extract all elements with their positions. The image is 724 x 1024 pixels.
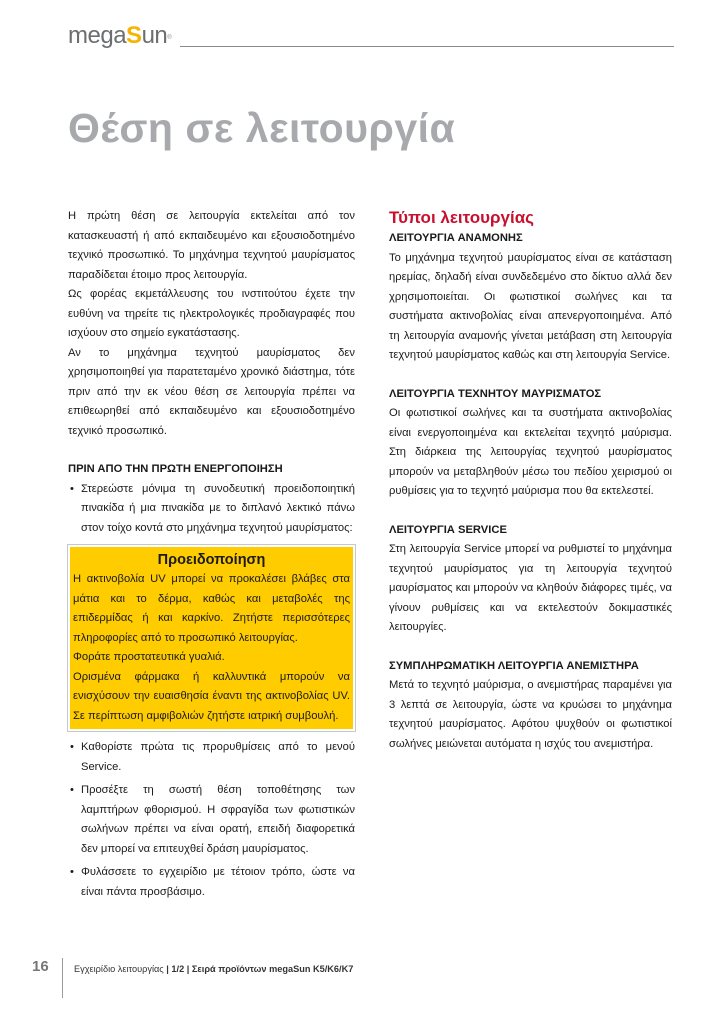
header-divider	[180, 46, 674, 47]
intro-paragraph: Αν το μηχάνημα τεχνητού μαυρίσματος δεν χρησιμοποιηθεί για παρατεταμένο χρονικό διάστημα, τότε πριν από την εκ νέου θέση σε λειτουργία πρέπει να επιθεωρηθεί από εκπαιδευμένο και εξουσιοδοτημένο τεχνικό προσωπικό.	[68, 346, 355, 437]
tanning-text: Οι φωτιστικοί σωλήνες και τα συστήματα ακτινοβολίας είναι ενεργοποιημένα και εκτελείται τεχνητό μαύρισμα. Στη διάρκεια της λειτουργίας τεχνητού μαυρίσματος μπορούν να μεταβληθούν μέσω του πεδίου χειρισμού οι ρυθμίσεις για το τεχνητό μαύρισμα που θα εκτελεστεί.	[389, 407, 672, 497]
page-title: Θέση σε λειτουργία	[68, 105, 456, 151]
bullet-item: • Καθορίστε πρώτα τις προρυθμίσεις από το μενού Service.	[68, 738, 355, 777]
section-subheading: ΠΡΙΝ ΑΠΟ ΤΗΝ ΠΡΩΤΗ ΕΝΕΡΓΟΠΟΙΗΣΗ	[68, 463, 283, 475]
service-heading: ΛΕΙΤΟΥΡΓΙΑ SERVICE	[389, 523, 507, 536]
footer-divider	[62, 958, 63, 998]
fan-text: Μετά το τεχνητό μαύρισμα, ο ανεμιστήρας παραμένει για 3 λεπτά σε λειτουργία, ώστε να κρυώσει το μηχάνημα τεχνητού μαυρίσματος. Αφότου ψυχθούν οι φωτιστικοί σωλήνες μειώνεται αυτόματα η ισχύς του ανεμιστήρα.	[389, 679, 672, 750]
doc-name: Εγχειρίδιο λειτουργίας	[74, 964, 164, 974]
footer-separator: |	[184, 964, 192, 974]
left-column	[68, 207, 355, 902]
doc-version: 1/2	[171, 964, 185, 974]
warning-title: Προειδοποίηση	[157, 552, 266, 568]
page-header	[68, 22, 674, 52]
footer-text	[74, 964, 353, 974]
registered-mark: ®	[167, 35, 172, 41]
service-text: Στη λειτουργία Service μπορεί να ρυθμιστεί το μηχάνημα τεχνητού μαυρίσματος για τη λειτουργία τεχνητού μαυρίσματος και μπορούν να κληθούν διάφορες τιμές, να γίνουν ρυθμίσεις και να εκτελεστούν δοκιμαστικές λειτουργίες.	[389, 543, 672, 633]
tanning-heading: ΛΕΙΤΟΥΡΓΙΑ ΤΕΧΝΗΤΟΥ ΜΑΥΡΙΣΜΑΤΟΣ	[389, 387, 602, 400]
intro-paragraph: Ως φορέας εκμετάλλευσης του ινστιτούτου έχετε την ευθύνη να τηρείτε τις ηλεκτρολογικές προδιαγραφές που ισχύουν στο σημείο εγκατάστασης.	[68, 288, 355, 339]
standby-heading: ΛΕΙΤΟΥΡΓΙΑ ΑΝΑΜΟΝΗΣ	[389, 232, 523, 244]
bullet-item: • Φυλάσσετε το εγχειρίδιο με τέτοιον τρόπο, ώστε να είναι πάντα προσβάσιμο.	[68, 863, 355, 902]
right-column	[389, 207, 672, 754]
warning-panel	[70, 547, 353, 729]
warning-text: Η ακτινοβολία UV μπορεί να προκαλέσει βλάβες στα μάτια και το δέρμα, καθώς και μεταβολές της επιδερμίδας ή και καρκίνο. Ζητήστε περισσότερες πληροφορίες από το προσωπικό λειτουργίας.	[73, 573, 350, 644]
logo-suffix: un	[141, 22, 168, 49]
product-series: Σειρά προϊόντων megaSun K5/K6/K7	[191, 964, 354, 974]
intro-paragraph: Η πρώτη θέση σε λειτουργία εκτελείται από τον κατασκευαστή ή από εκπαιδευμένο και εξουσιοδοτημένο τεχνικό προσωπικό. Το μηχάνημα τεχνητού μαυρίσματος παραδίδεται έτοιμο προς λειτουργία.	[68, 210, 355, 281]
megasun-logo	[68, 22, 171, 50]
logo-highlight: S	[126, 22, 142, 49]
operation-types-title: Τύποι λειτουργίας	[389, 208, 535, 227]
fan-heading: ΣΥΜΠΛΗΡΩΜΑΤΙΚΗ ΛΕΙΤΟΥΡΓΙΑ ΑΝΕΜΙΣΤΗΡΑ	[389, 659, 639, 672]
bullet-list	[68, 480, 355, 539]
standby-text: Το μηχάνημα τεχνητού μαυρίσματος είναι σε κατάσταση ηρεμίας, δηλαδή είναι συνδεδεμένο στο δίκτυο αλλά δεν χρησιμοποιείται. Οι φωτιστικοί σωλήνες και τα συστήματα ακτινοβολίας είναι απενεργοποιημένα. Από τη λειτουργία αναμονής γίνεται μετάβαση στη λειτουργία τεχνητού μαυρίσματος καθώς και στη λειτουργία Service.	[389, 251, 672, 361]
logo-prefix: mega	[68, 22, 127, 49]
warning-box	[67, 544, 356, 732]
page-number: 16	[32, 958, 49, 975]
warning-text: Ορισμένα φάρμακα ή καλλυντικά μπορούν να ενισχύσουν την ευαισθησία έναντι της ακτινοβολίας UV. Σε περίπτωση αμφιβολιών ζητήστε ιατρική συμβουλή.	[73, 670, 350, 722]
footer-separator: |	[163, 964, 172, 974]
bullet-item: • Προσέξτε τη σωστή θέση τοποθέτησης των λαμπτήρων φθορισμού. Η σφραγίδα των φωτιστικών σωλήνων πρέπει να είναι ορατή, επειδή διαφορετικά δεν μπορεί να επιτευχθεί δράση μαυρίσματος.	[68, 781, 355, 859]
bullet-list	[68, 738, 355, 902]
warning-text: Φοράτε προστατευτικά γυαλιά.	[73, 651, 225, 663]
bullet-item: • Στερεώστε μόνιμα τη συνοδευτική προειδοποιητική πινακίδα ή μια πινακίδα με το διπλανό λεκτικό πάνω στον τοίχο κοντά στο μηχάνημα τεχνητού μαυρίσματος:	[68, 480, 355, 539]
